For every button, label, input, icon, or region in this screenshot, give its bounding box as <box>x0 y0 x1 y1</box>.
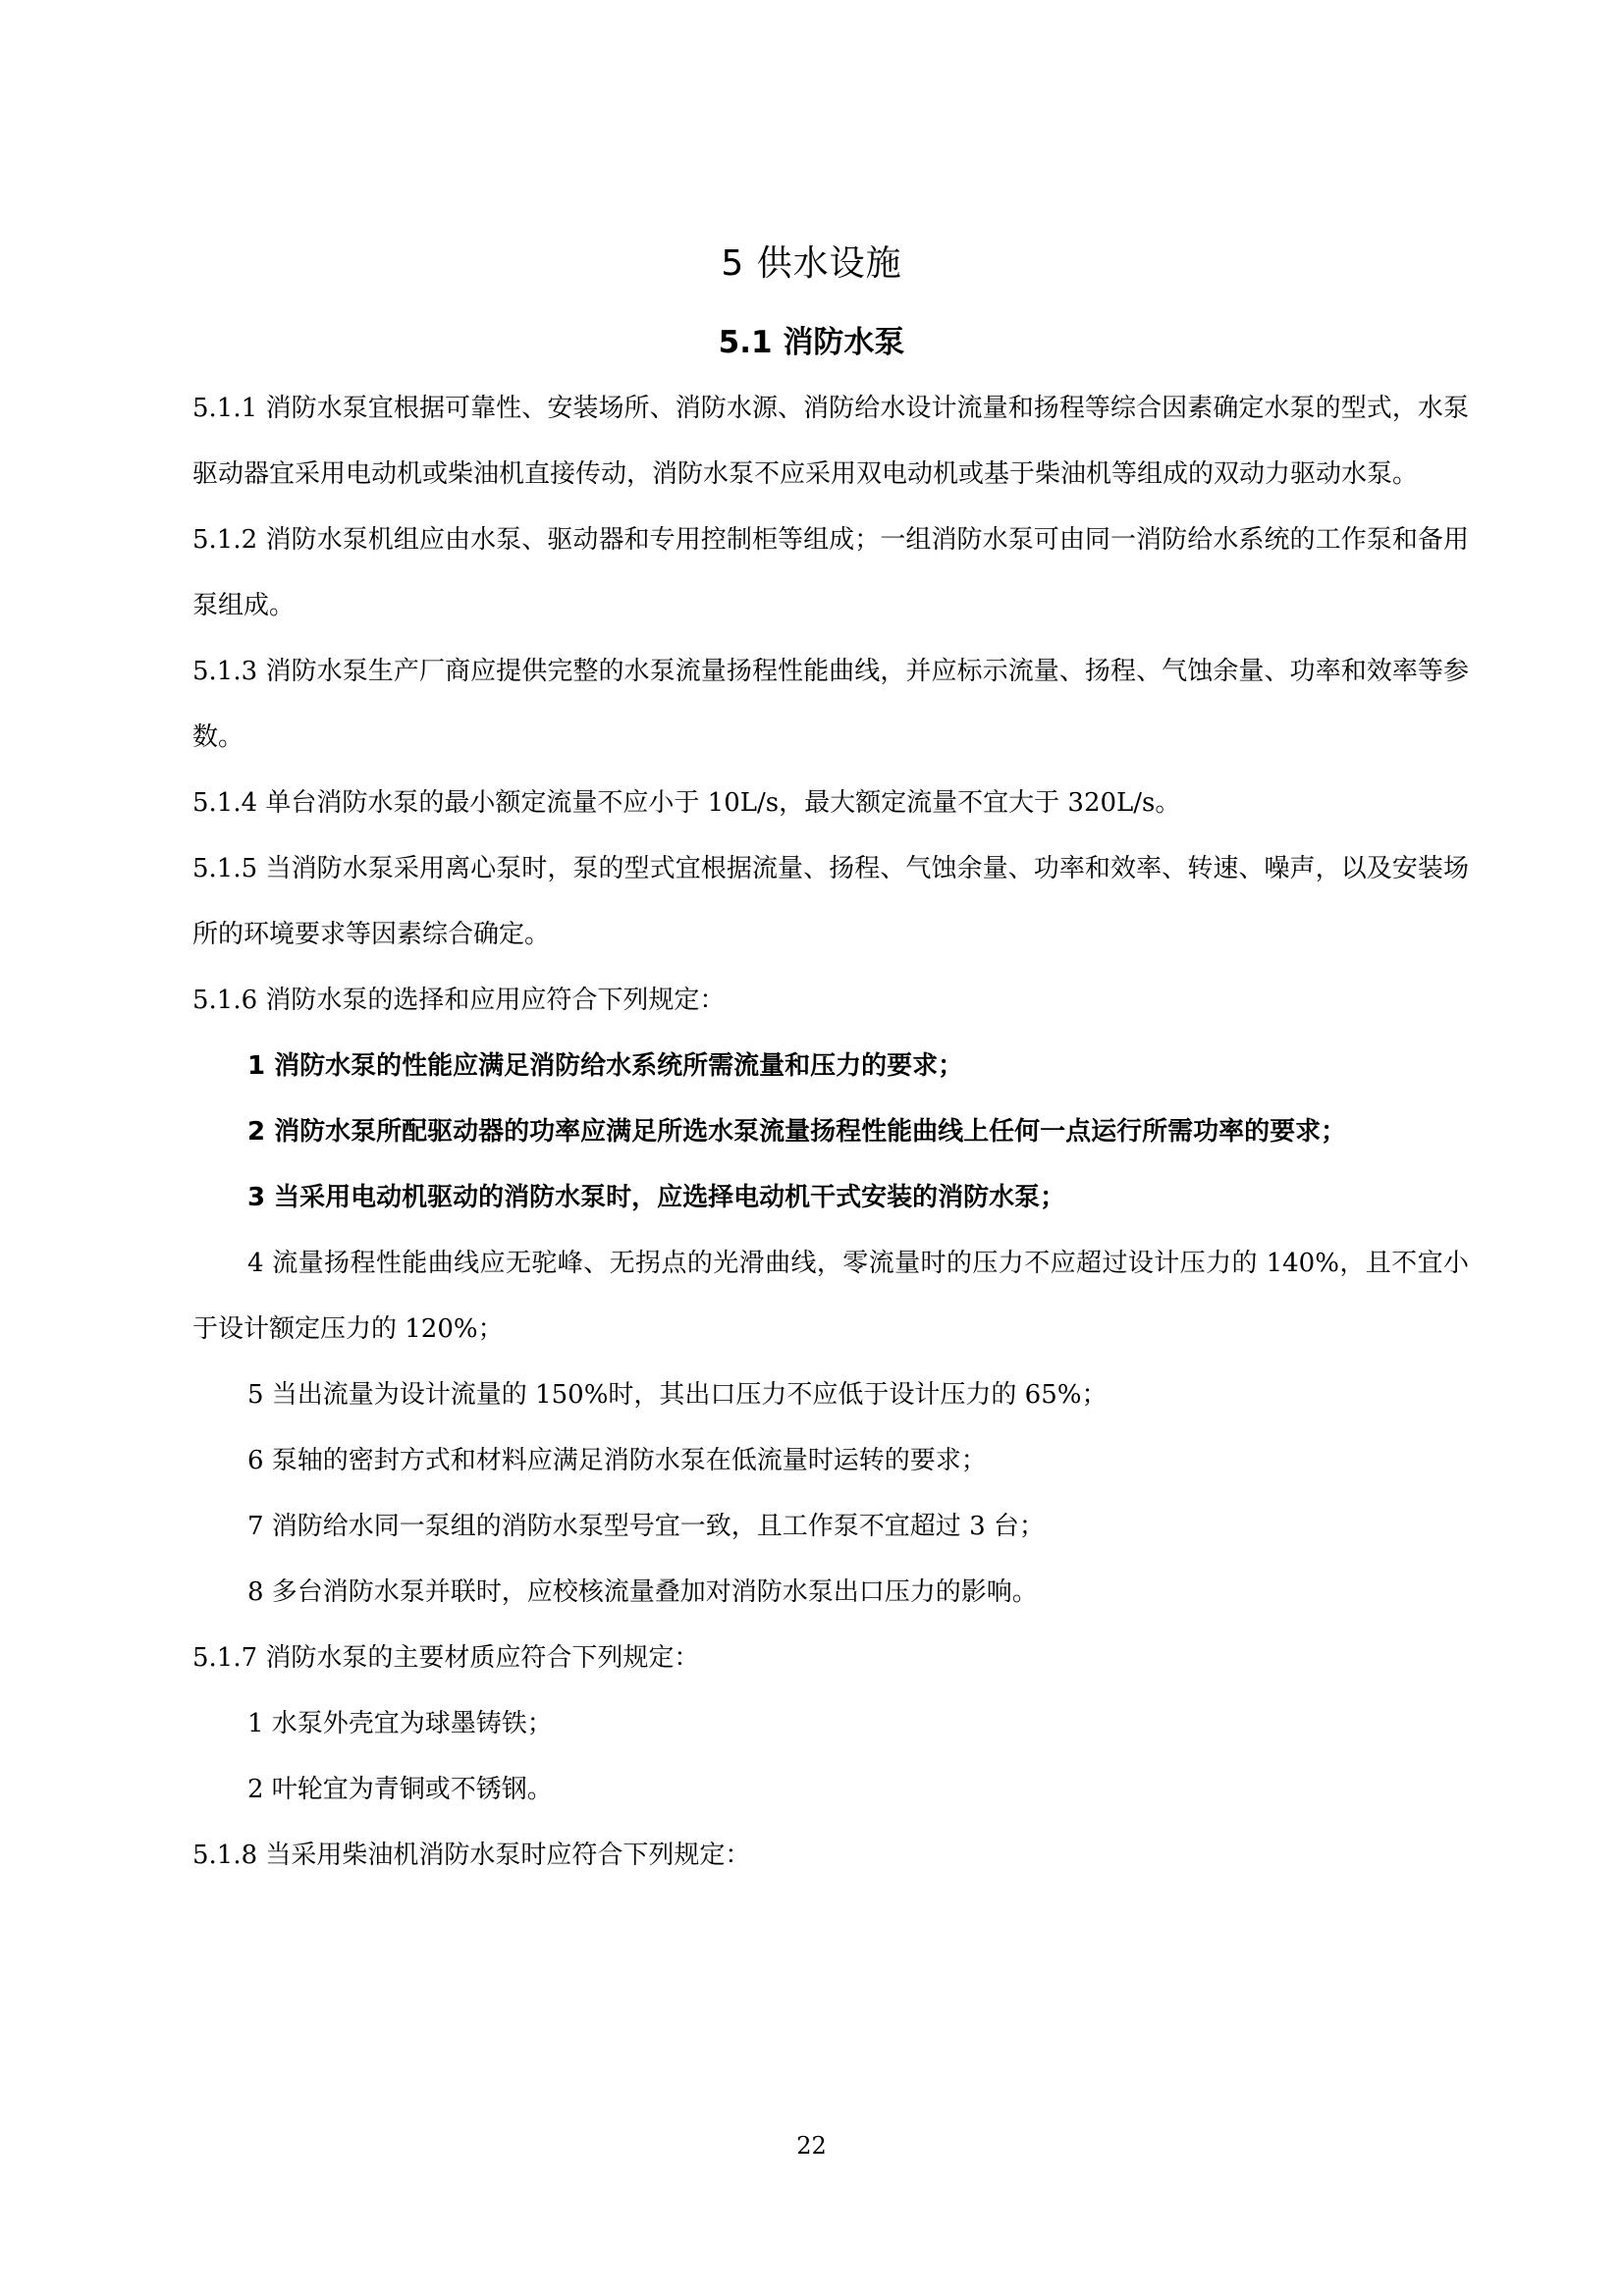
clause-5-1-3: 5.1.3 消防水泵生产厂商应提供完整的水泵流量扬程性能曲线，并应标示流量、扬程、气蚀余量、功率和效率等参数。 <box>192 657 1469 752</box>
clause-5-1-6-item-3: 3 当采用电动机驱动的消防水泵时，应选择电动机干式安装的消防水泵； <box>247 1183 1066 1212</box>
clause-5-1-2: 5.1.2 消防水泵机组应由水泵、驱动器和专用控制柜等组成；一组消防水泵可由同一消防给水系统的工作泵和备用泵组成。 <box>192 525 1469 620</box>
body-text <box>192 376 1469 1889</box>
clause-5-1-5: 5.1.5 当消防水泵采用离心泵时，泵的型式宜根据流量、扬程、气蚀余量、功率和效率、转速、噪声，以及安装场所的环境要求等因素综合确定。 <box>192 854 1469 949</box>
clause-5-1-7: 5.1.7 消防水泵的主要材质应符合下列规定： <box>192 1643 700 1673</box>
clause-5-1-8: 5.1.8 当采用柴油机消防水泵时应符合下列规定： <box>192 1841 751 1870</box>
chapter-title: 5 供水设施 <box>721 243 902 284</box>
clause-5-1-7-item-1: 1 水泵外壳宜为球墨铸铁； <box>247 1709 553 1738</box>
section-title: 5.1 消防水泵 <box>718 325 905 360</box>
clause-5-1-6-item-7: 7 消防给水同一泵组的消防水泵型号宜一致，且工作泵不宜超过 3 台； <box>247 1512 1045 1541</box>
clause-5-1-4: 5.1.4 单台消防水泵的最小额定流量不应小于 10L/s，最大额定流量不宜大于 320L/s。 <box>192 788 1181 818</box>
clause-5-1-6: 5.1.6 消防水泵的选择和应用应符合下列规定： <box>192 986 726 1015</box>
clause-5-1-1: 5.1.1 消防水泵宜根据可靠性、安装场所、消防水源、消防给水设计流量和扬程等综合因素确定水泵的型式，水泵驱动器宜采用电动机或柴油机直接传动，消防水泵不应采用双电动机或基于柴油机等组成的双动力驱动水泵。 <box>192 394 1469 489</box>
clause-5-1-7-item-2: 2 叶轮宜为青铜或不锈钢。 <box>247 1775 553 1804</box>
page-number: 22 <box>796 2132 827 2160</box>
clause-5-1-6-item-6: 6 泵轴的密封方式和材料应满足消防水泵在低流量时运转的要求； <box>247 1446 987 1475</box>
clause-5-1-6-item-5: 5 当出流量为设计流量的 150%时，其出口压力不应低于设计压力的 65%； <box>247 1380 1108 1410</box>
clause-5-1-6-item-4: 4 流量扬程性能曲线应无驼峰、无拐点的光滑曲线，零流量时的压力不应超过设计压力的 140%，且不宜小于设计额定压力的 120%； <box>192 1249 1469 1344</box>
clause-5-1-6-item-1: 1 消防水泵的性能应满足消防给水系统所需流量和压力的要求； <box>247 1051 964 1081</box>
clause-5-1-6-item-8: 8 多台消防水泵并联时，应校核流量叠加对消防水泵出口压力的影响。 <box>247 1577 1038 1607</box>
clause-5-1-6-item-2: 2 消防水泵所配驱动器的功率应满足所选水泵流量扬程性能曲线上任何一点运行所需功率的要求； <box>247 1117 1347 1147</box>
